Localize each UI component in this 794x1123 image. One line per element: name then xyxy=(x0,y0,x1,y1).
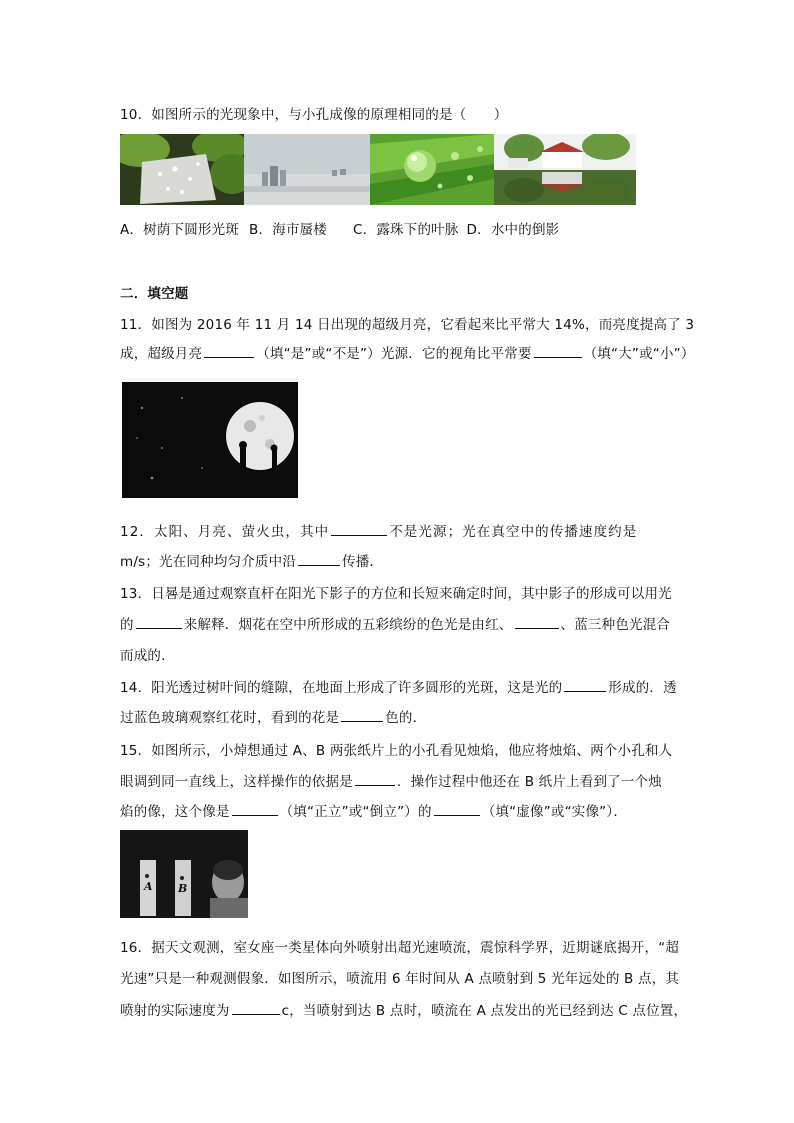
q14-text: 14．阳光透过树叶间的缝隙，在地面上形成了许多圆形的光斑，这是光的 xyxy=(120,680,563,696)
photo-mirage xyxy=(244,134,370,205)
label-a: A xyxy=(144,880,153,893)
q16-line3 xyxy=(120,999,687,1019)
answer-blank[interactable] xyxy=(355,772,395,786)
answer-blank[interactable] xyxy=(564,678,606,692)
q10-options xyxy=(120,218,559,238)
q14-line1 xyxy=(120,676,677,696)
q13-line1: 13．日晷是通过观察直杆在阳光下影子的方位和长短来确定时间，其中影子的形成可以用光 xyxy=(120,586,672,602)
q15-text: 焰的像，这个像是 xyxy=(120,804,230,820)
q15-text: ．操作过程中他还在 B 纸片上看到了一个烛 xyxy=(396,774,662,790)
option-c[interactable]: C．露珠下的叶脉 xyxy=(353,222,459,238)
answer-blank[interactable] xyxy=(515,615,559,629)
answer-blank[interactable] xyxy=(331,522,387,536)
photo-super-moon xyxy=(122,378,298,498)
answer-blank[interactable] xyxy=(341,708,383,722)
q11-line1: 11．如图为 2016 年 11 月 14 日出现的超级月亮，它看起来比平常大 14%，而亮度提高了 3 xyxy=(120,317,695,333)
photo-dew-drop-leaf xyxy=(370,134,494,205)
q12-text: 不是光源；光在真空中的传播速度约是 xyxy=(389,524,638,540)
q11-line2 xyxy=(120,342,695,362)
q11-text: 成，超级月亮 xyxy=(120,346,203,362)
option-b[interactable]: B．海市蜃楼 xyxy=(249,222,328,238)
answer-blank[interactable] xyxy=(232,1001,280,1015)
q14-text: 过蓝色玻璃观察红花时，看到的花是 xyxy=(120,710,340,726)
q15-line1: 15．如图所示，小焯想通过 A、B 两张纸片上的小孔看见烛焰，他应将烛焰、两个小孔和人 xyxy=(120,743,673,759)
option-a[interactable]: A．树荫下圆形光斑 xyxy=(120,222,240,238)
q12-line1 xyxy=(120,520,637,540)
answer-blank[interactable] xyxy=(434,802,480,816)
photo-water-reflection xyxy=(494,134,636,205)
q14-text: 形成的．透 xyxy=(608,680,677,696)
photo-leaf-light-spots xyxy=(120,134,244,205)
answer-blank[interactable] xyxy=(232,802,278,816)
q13-line3: 而成的． xyxy=(120,648,175,664)
q16-line2: 光速”只是一种观测假象．如图所示，喷流用 6 年时间从 A 点喷射到 5 光年远处的 B 点，其 xyxy=(120,971,680,987)
q13-text: 的 xyxy=(120,617,134,633)
answer-blank[interactable] xyxy=(136,615,182,629)
q16-line1: 16．据天文观测，室女座一类星体向外喷射出超光速喷流，震惊科学界，近期谜底揭开，“超 xyxy=(120,940,680,956)
q15-line3 xyxy=(120,800,627,820)
section-title: 二．填空题 xyxy=(120,286,189,302)
option-d[interactable]: D．水中的倒影 xyxy=(466,222,560,238)
q11-text: （填“是”或“不是”）光源．它的视角比平常要 xyxy=(256,346,532,362)
q12-text: 传播． xyxy=(342,554,384,570)
q14-line2 xyxy=(120,706,426,726)
q13-text: 、蓝三种色光混合 xyxy=(560,617,671,633)
photo-pinhole-experiment xyxy=(120,830,248,918)
q16-text: 喷射的实际速度为 xyxy=(120,1003,230,1019)
q13-text: 来解释．烟花在空中所形成的五彩缤纷的色光是由红、 xyxy=(183,617,513,633)
q15-line2 xyxy=(120,770,662,790)
q12-line2 xyxy=(120,550,383,570)
q15-text: 眼调到同一直线上，这样操作的依据是 xyxy=(120,774,353,790)
q10-stem: 10．如图所示的光现象中，与小孔成像的原理相同的是（ ） xyxy=(120,107,508,123)
answer-blank[interactable] xyxy=(534,344,582,358)
q14-text: 色的． xyxy=(385,710,427,726)
label-b: B xyxy=(178,882,188,895)
q16-text: c，当喷射到达 B 点时，喷流在 A 点发出的光已经到达 C 点位置， xyxy=(281,1003,688,1019)
q11-text: （填“大”或“小”） xyxy=(583,346,695,362)
q12-text: m/s；光在同种均匀介质中沿 xyxy=(120,554,297,570)
q15-text: （填“正立”或“倒立”）的 xyxy=(279,804,432,820)
answer-blank[interactable] xyxy=(298,552,340,566)
q15-text: （填“虚像”或“实像”）． xyxy=(481,804,628,820)
q12-text: 12．太阳、月亮、萤火虫，其中 xyxy=(120,524,330,540)
q13-line2 xyxy=(120,613,670,633)
answer-blank[interactable] xyxy=(204,344,254,358)
